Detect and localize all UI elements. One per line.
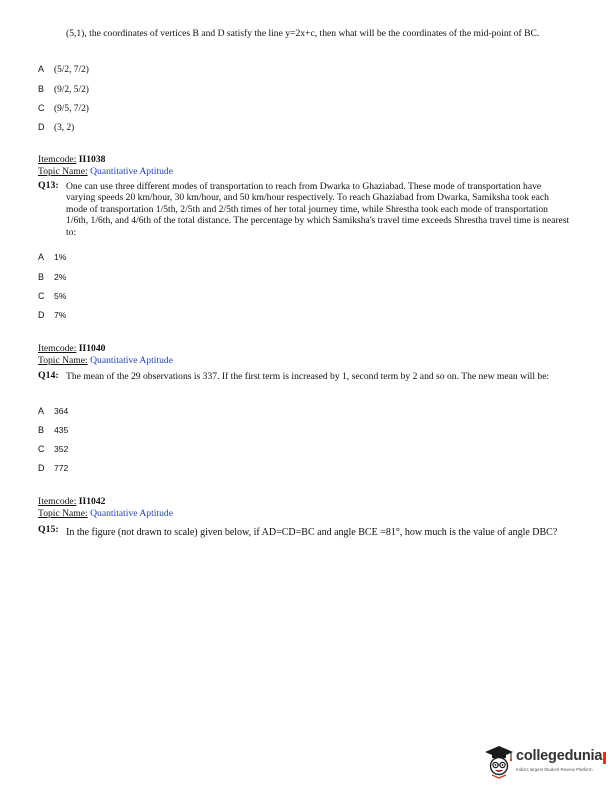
option-b — [38, 271, 66, 284]
logo-tagline: India's largest Student Review Platform — [516, 767, 593, 772]
question-number: Q15: — [38, 524, 59, 535]
itemcode-value: II1040 — [78, 343, 106, 354]
option-d — [38, 121, 74, 134]
option-text: 7% — [54, 310, 67, 320]
option-letter: C — [38, 444, 45, 454]
question-text: The mean of the 29 observations is 337. If the first term is increased by 1, second term by 2 and so on. The new mean will be: — [66, 371, 550, 382]
option-a — [38, 405, 68, 418]
option-text: 352 — [54, 444, 69, 454]
itemcode-line — [38, 343, 105, 355]
itemcode-label: Itemcode: — [38, 496, 77, 507]
option-text: 364 — [54, 406, 69, 416]
question-continuation: (5,1), the coordinates of vertices B and D satisfy the line y=2x+c, then what will be the coordinates of the mid-point of BC. — [66, 28, 540, 39]
topic-line — [38, 166, 173, 178]
topic-line — [38, 508, 173, 520]
option-text: 1% — [54, 252, 67, 262]
collegedunia-logo — [482, 744, 608, 780]
option-text: 772 — [54, 463, 69, 473]
option-letter: D — [38, 122, 45, 132]
option-letter: B — [38, 425, 45, 435]
itemcode-value: II1038 — [78, 154, 106, 165]
option-letter: D — [38, 310, 45, 320]
option-b — [38, 83, 89, 96]
topic-value: Quantitative Aptitude — [90, 166, 173, 177]
option-letter: A — [38, 64, 45, 74]
option-c — [38, 290, 66, 303]
option-text: (9/2, 5/2) — [54, 85, 89, 95]
graduate-mascot-icon — [482, 744, 516, 780]
logo-wordmark: collegedunia — [516, 748, 603, 764]
itemcode-label: Itemcode: — [38, 343, 77, 354]
topic-label: Topic Name: — [38, 166, 88, 177]
question-number: Q14: — [38, 370, 59, 381]
option-c — [38, 102, 89, 115]
option-text: 435 — [54, 425, 69, 435]
option-letter: B — [38, 84, 45, 94]
itemcode-label: Itemcode: — [38, 154, 77, 165]
option-text: (9/5, 7/2) — [54, 104, 89, 114]
option-letter: B — [38, 272, 45, 282]
option-d — [38, 309, 66, 322]
option-text: 2% — [54, 272, 67, 282]
itemcode-value: II1042 — [78, 496, 106, 507]
topic-line — [38, 355, 173, 367]
option-letter: A — [38, 406, 45, 416]
topic-value: Quantitative Aptitude — [90, 508, 173, 519]
option-b — [38, 424, 68, 437]
option-c — [38, 443, 68, 456]
option-a — [38, 251, 66, 264]
question-text: One can use three different modes of transportation to reach from Dwarka to Ghaziabad. These mode of transportation have varying speeds 20 km/hour, 30 km/hour, and 50 km/hour respectively. To reach Ghaziabad from Dwarka, Samiksha took each mode of transportation 1/5th, 2/5th and 2/5th times of her total journey time, while Shrestha took each mode of transportation 1/6th, 1/6th, and 4/6th of the total distance. The percentage by which Samiksha's travel time exceeds Shrestha travel time is nearest to: — [66, 181, 570, 238]
option-letter: C — [38, 291, 45, 301]
question-text: In the figure (not drawn to scale) given below, if AD=CD=BC and angle BCE =81°, how much is the value of angle DBC? — [66, 527, 558, 538]
topic-label: Topic Name: — [38, 355, 88, 366]
itemcode-line — [38, 496, 105, 508]
itemcode-line — [38, 154, 105, 166]
option-text: (3, 2) — [54, 123, 75, 133]
option-letter: C — [38, 103, 45, 113]
question-number: Q13: — [38, 180, 59, 191]
topic-label: Topic Name: — [38, 508, 88, 519]
topic-value: Quantitative Aptitude — [90, 355, 173, 366]
option-letter: D — [38, 463, 45, 473]
logo-accent-bar — [603, 752, 606, 764]
option-text: 5% — [54, 291, 67, 301]
option-letter: A — [38, 252, 45, 262]
option-text: (5/2, 7/2) — [54, 65, 89, 75]
option-a — [38, 63, 89, 76]
option-d — [38, 462, 68, 475]
